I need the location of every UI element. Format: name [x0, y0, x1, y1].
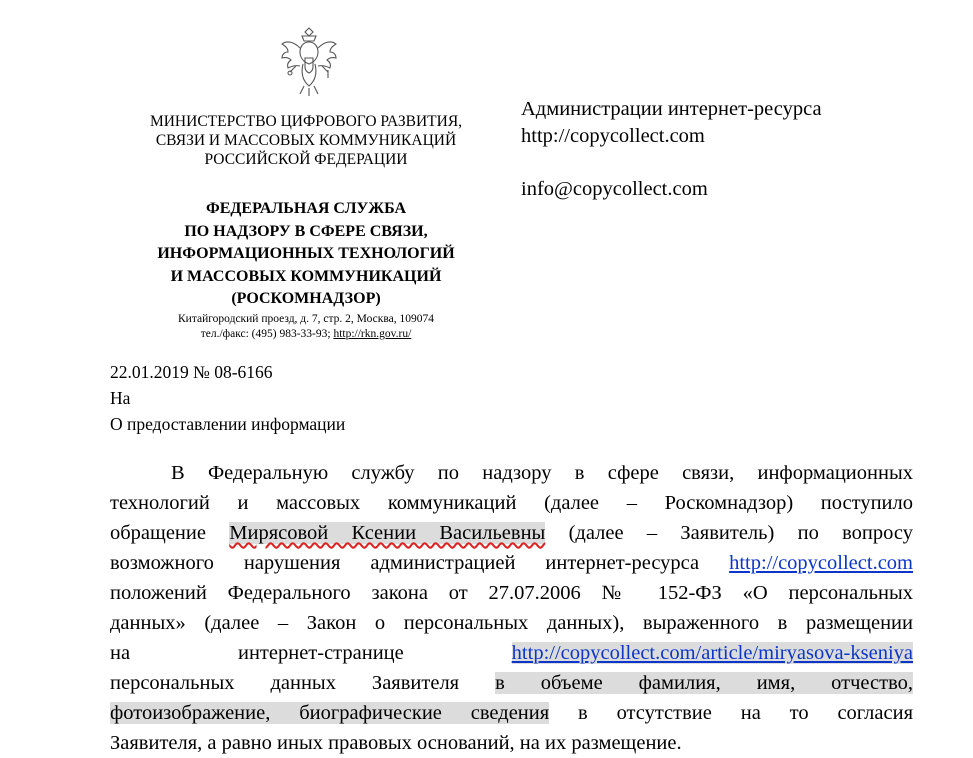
agency-line: ИНФОРМАЦИОННЫХ ТЕХНОЛОГИЙ	[157, 245, 455, 262]
agency-phone: тел./факс: (495) 983-33-93;	[200, 328, 334, 340]
ministry-name	[110, 112, 502, 169]
subject-line: О предоставлении информации	[110, 414, 346, 434]
ministry-line: РОССИЙСКОЙ ФЕДЕРАЦИИ	[204, 151, 408, 168]
reference-block	[110, 359, 530, 437]
article-link[interactable]: http://copycollect.com/article/miryasova-kseniya	[511, 642, 913, 664]
recipient-line: Администрации интернет-ресурса	[521, 98, 822, 120]
date-number: 22.01.2019 № 08-6166	[110, 362, 273, 382]
body-text-fragment: обращение	[110, 522, 230, 544]
ministry-line: МИНИСТЕРСТВО ЦИФРОВОГО РАЗВИТИЯ,	[149, 113, 463, 130]
recipient-email: info@copycollect.com	[521, 178, 708, 200]
body-text-fragment: в отсутствие на то согласия	[549, 702, 914, 724]
agency-name	[110, 198, 502, 311]
letter-body	[110, 458, 913, 758]
body-text-fragment: на интернет-странице	[110, 642, 512, 664]
body-text-fragment: (далее – Заявитель) по вопросу	[545, 522, 913, 544]
body-line	[110, 638, 913, 668]
body-line	[110, 668, 913, 698]
in-reply-to: На	[110, 388, 131, 408]
body-line	[110, 698, 913, 728]
highlighted-text: в объеме фамилия, имя, отчество,	[495, 672, 913, 694]
agency-line: (РОСКОМНАДЗОР)	[231, 290, 381, 307]
body-line: данных» (далее – Закон о персональных данных), выраженного в размещении	[110, 612, 913, 634]
body-text-fragment: персональных данных Заявителя	[110, 672, 496, 694]
agency-contacts	[110, 312, 502, 342]
agency-phone-line	[110, 327, 502, 342]
applicant-name: Мирясовой Ксении Васильевны	[229, 522, 546, 544]
agency-site-link[interactable]: http://rkn.gov.ru/	[333, 328, 412, 340]
body-line: положений Федерального закона от 27.07.2006 № 152-ФЗ «О персональных	[110, 582, 913, 604]
agency-line: ФЕДЕРАЛЬНАЯ СЛУЖБА	[206, 200, 406, 217]
body-line: Заявителя, а равно иных правовых оснований, на их размещение.	[110, 732, 682, 754]
resource-link[interactable]: http://copycollect.com	[729, 552, 913, 574]
ministry-line: СВЯЗИ И МАССОВЫХ КОММУНИКАЦИЙ	[155, 132, 457, 149]
body-line: технологий и массовых коммуникаций (далее – Роскомнадзор) поступило	[110, 492, 913, 514]
recipient-block	[521, 96, 961, 203]
agency-address: Китайгородский проезд, д. 7, стр. 2, Москва, 109074	[178, 313, 434, 325]
coat-of-arms-emblem	[278, 22, 340, 102]
body-line	[110, 548, 913, 578]
agency-line: ПО НАДЗОРУ В СФЕРЕ СВЯЗИ,	[184, 222, 428, 240]
recipient-site: http://copycollect.com	[521, 125, 705, 147]
agency-line: И МАССОВЫХ КОММУНИКАЦИЙ	[170, 267, 442, 285]
body-line	[110, 518, 913, 548]
highlighted-text: фотоизображение, биографические сведения	[110, 702, 550, 724]
body-line: В Федеральную службу по надзору в сфере связи, информационных	[171, 462, 913, 484]
body-text-fragment: возможного нарушения администрацией интернет-ресурса	[110, 552, 730, 574]
